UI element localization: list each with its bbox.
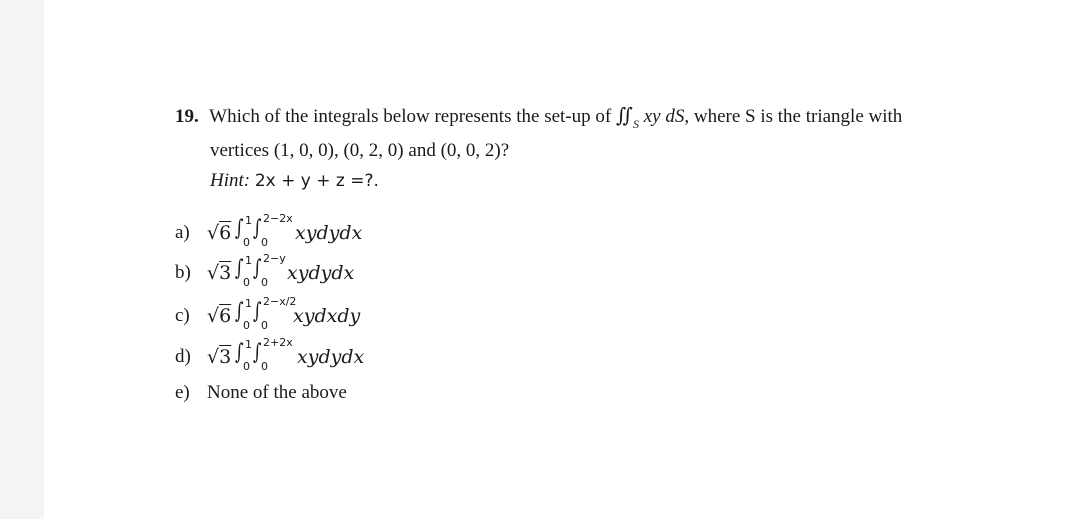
question-line-2: vertices (1, 0, 0), (0, 2, 0) and (0, 0, 2)?	[210, 140, 510, 161]
inner-integral-symbol: ∫	[253, 340, 262, 365]
double-integral-symbol: ∬	[615, 103, 633, 127]
option-text: None of the above	[207, 382, 347, 403]
integral-subscript: S	[633, 117, 639, 131]
option-label: d)	[175, 346, 191, 367]
sqrt-coefficient: √3	[207, 346, 232, 368]
option-label: e)	[175, 382, 190, 403]
option-integrand: xydydx	[287, 262, 355, 284]
question-number: 19.	[175, 106, 199, 127]
option-integrand: xydydx	[297, 346, 365, 368]
question-line-1	[175, 103, 903, 131]
question-text-start: Which of the integrals below represents the set-up of	[209, 106, 612, 127]
option-label: c)	[175, 305, 190, 326]
outer-upper-limit: 1	[245, 297, 252, 310]
option-integrand: xydydx	[295, 222, 363, 244]
outer-lower-limit: 0	[243, 276, 250, 289]
outer-lower-limit: 0	[243, 360, 250, 373]
question-text-end: , where S is the triangle with	[684, 106, 903, 127]
inner-upper-limit: 2+2x	[263, 336, 293, 349]
sqrt-coefficient: √3	[207, 262, 232, 284]
outer-integral-symbol: ∫	[235, 256, 244, 281]
question-integrand: xy dS	[643, 106, 685, 127]
option-label: b)	[175, 262, 191, 283]
outer-integral-symbol: ∫	[235, 340, 244, 365]
sqrt-coefficient: √6	[207, 222, 232, 244]
inner-upper-limit: 2−y	[263, 252, 286, 265]
inner-integral-symbol: ∫	[253, 216, 262, 241]
outer-integral-symbol: ∫	[235, 216, 244, 241]
outer-integral-symbol: ∫	[235, 299, 244, 324]
question-hint	[210, 170, 379, 192]
inner-integral-symbol: ∫	[253, 256, 262, 281]
inner-upper-limit: 2−2x	[263, 212, 293, 225]
outer-lower-limit: 0	[243, 236, 250, 249]
inner-upper-limit: 2−x/2	[263, 295, 297, 308]
outer-upper-limit: 1	[245, 254, 252, 267]
inner-lower-limit: 0	[261, 360, 268, 373]
hint-equation: 2x + y + z =?.	[254, 171, 379, 191]
outer-lower-limit: 0	[243, 319, 250, 332]
inner-lower-limit: 0	[261, 319, 268, 332]
outer-upper-limit: 1	[245, 214, 252, 227]
inner-integral-symbol: ∫	[253, 299, 262, 324]
outer-upper-limit: 1	[245, 338, 252, 351]
inner-lower-limit: 0	[261, 276, 268, 289]
option-label: a)	[175, 222, 190, 243]
option-integrand: xydxdy	[293, 305, 361, 327]
page-gutter	[0, 0, 44, 519]
hint-label: Hint:	[210, 170, 251, 191]
sqrt-coefficient: √6	[207, 305, 232, 327]
inner-lower-limit: 0	[261, 236, 268, 249]
